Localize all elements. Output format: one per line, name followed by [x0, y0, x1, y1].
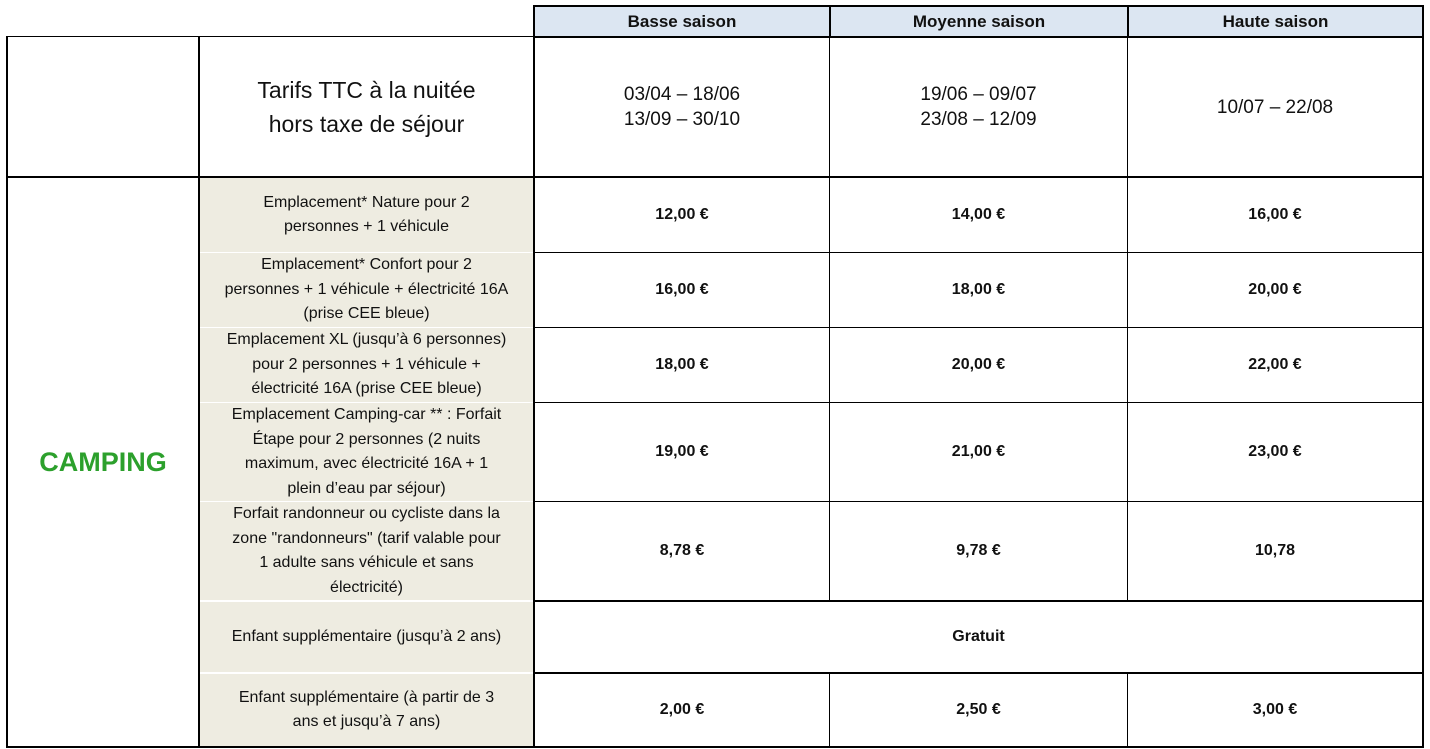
- price-value: 3,00 €: [1252, 701, 1298, 718]
- grid-line: [8, 36, 534, 37]
- row-label-line: zone "randonneurs" (tarif valable pour: [232, 529, 501, 547]
- price-cell: [535, 178, 829, 252]
- row-label-line: Forfait randonneur ou cycliste dans la: [233, 505, 500, 522]
- price-value: Gratuit: [952, 628, 1005, 645]
- price-cell: [1128, 253, 1422, 327]
- price-cell: [1128, 328, 1422, 402]
- row-label-line: pour 2 personnes + 1 véhicule +: [252, 355, 481, 373]
- row-label-line: Emplacement* Confort pour 2: [261, 256, 472, 274]
- row-label: [200, 328, 533, 402]
- price-value: 21,00 €: [951, 443, 1006, 460]
- price-value: 2,00 €: [659, 701, 705, 718]
- dates-moyenne-saison: [830, 38, 1127, 176]
- price-cell: [1128, 403, 1422, 501]
- header-basse-saison: [533, 5, 831, 38]
- price-value: 8,78 €: [659, 542, 705, 559]
- price-cell: [535, 403, 829, 501]
- grid-line: [6, 746, 1424, 748]
- price-cell: [535, 253, 829, 327]
- row-label-line: plein d’eau par séjour): [287, 479, 446, 497]
- header-moyenne-saison: [829, 5, 1129, 38]
- price-value: 19,00 €: [655, 443, 709, 460]
- section-label-camping: [8, 178, 198, 746]
- dates-basse-saison: [535, 38, 829, 176]
- dates-haute-saison: [1128, 38, 1422, 176]
- price-value: 10,78: [1254, 542, 1296, 559]
- tariff-title-line: hors taxe de séjour: [268, 111, 465, 137]
- tariff-title: [200, 38, 533, 176]
- row-label-line: Emplacement XL (jusqu’à 6 personnes): [226, 331, 507, 349]
- price-cell: [1128, 674, 1422, 746]
- row-label-line: Étape pour 2 personnes (2 nuits: [252, 430, 481, 448]
- grid-line: [1422, 5, 1424, 748]
- row-label-line: Enfant supplémentaire (jusqu’à 2 ans): [231, 627, 502, 645]
- price-value: 9,78 €: [956, 542, 1001, 559]
- price-cell: [830, 253, 1127, 327]
- row-label-line: Enfant supplémentaire (à partir de 3: [238, 688, 495, 706]
- row-label-line: 1 adulte sans véhicule et sans: [259, 554, 474, 571]
- row-label-line: ans et jusqu’à 7 ans): [292, 713, 441, 730]
- price-value: 2,50 €: [956, 701, 1001, 718]
- header-label: Basse saison: [627, 11, 737, 31]
- header-label: Haute saison: [1222, 11, 1329, 31]
- date-range: 10/07 – 22/08: [1216, 96, 1334, 118]
- price-value: 12,00 €: [655, 206, 709, 223]
- section-label: CAMPING: [39, 446, 167, 477]
- price-value: 18,00 €: [951, 281, 1006, 298]
- tariff-title-line: Tarifs TTC à la nuitée: [257, 77, 476, 103]
- row-label: [200, 674, 533, 746]
- row-label-line: maximum, avec électricité 16A + 1: [244, 455, 489, 472]
- row-label-line: personnes + 1 véhicule: [284, 218, 449, 235]
- price-value: 16,00 €: [655, 281, 709, 298]
- row-label-line: personnes + 1 véhicule + électricité 16A: [224, 280, 509, 298]
- row-label-line: Emplacement Camping-car ** : Forfait: [231, 406, 502, 423]
- price-value: 14,00 €: [951, 206, 1006, 223]
- row-label: [200, 178, 533, 252]
- header-label: Moyenne saison: [912, 11, 1046, 31]
- row-label: [200, 502, 533, 600]
- price-cell: [1128, 178, 1422, 252]
- price-value: 23,00 €: [1248, 443, 1302, 460]
- price-value: 22,00 €: [1248, 356, 1302, 373]
- price-cell: [535, 502, 829, 600]
- date-range: 03/04 – 18/06: [623, 84, 741, 105]
- price-cell: [830, 674, 1127, 746]
- date-range: 13/09 – 30/10: [623, 109, 741, 130]
- price-value: 20,00 €: [1248, 281, 1302, 298]
- row-label-line: électricité): [330, 578, 403, 596]
- row-label-line: électricité 16A (prise CEE bleue): [251, 380, 482, 398]
- header-haute-saison: [1127, 5, 1424, 38]
- price-cell: [830, 328, 1127, 402]
- price-value: 18,00 €: [655, 356, 709, 373]
- price-cell: [535, 674, 829, 746]
- price-cell: [830, 178, 1127, 252]
- price-cell: [830, 403, 1127, 501]
- date-range: 23/08 – 12/09: [920, 109, 1037, 130]
- price-cell: [1128, 502, 1422, 600]
- price-cell: [830, 502, 1127, 600]
- row-label-line: Emplacement* Nature pour 2: [263, 193, 470, 211]
- row-label: [200, 602, 533, 672]
- price-cell: [535, 328, 829, 402]
- price-value: 20,00 €: [951, 356, 1006, 373]
- row-label: [200, 253, 533, 327]
- date-range: 19/06 – 09/07: [920, 84, 1037, 105]
- price-value: 16,00 €: [1248, 206, 1302, 223]
- row-label-line: (prise CEE bleue): [303, 305, 430, 323]
- price-cell-merged: [535, 602, 1422, 672]
- row-label: [200, 403, 533, 501]
